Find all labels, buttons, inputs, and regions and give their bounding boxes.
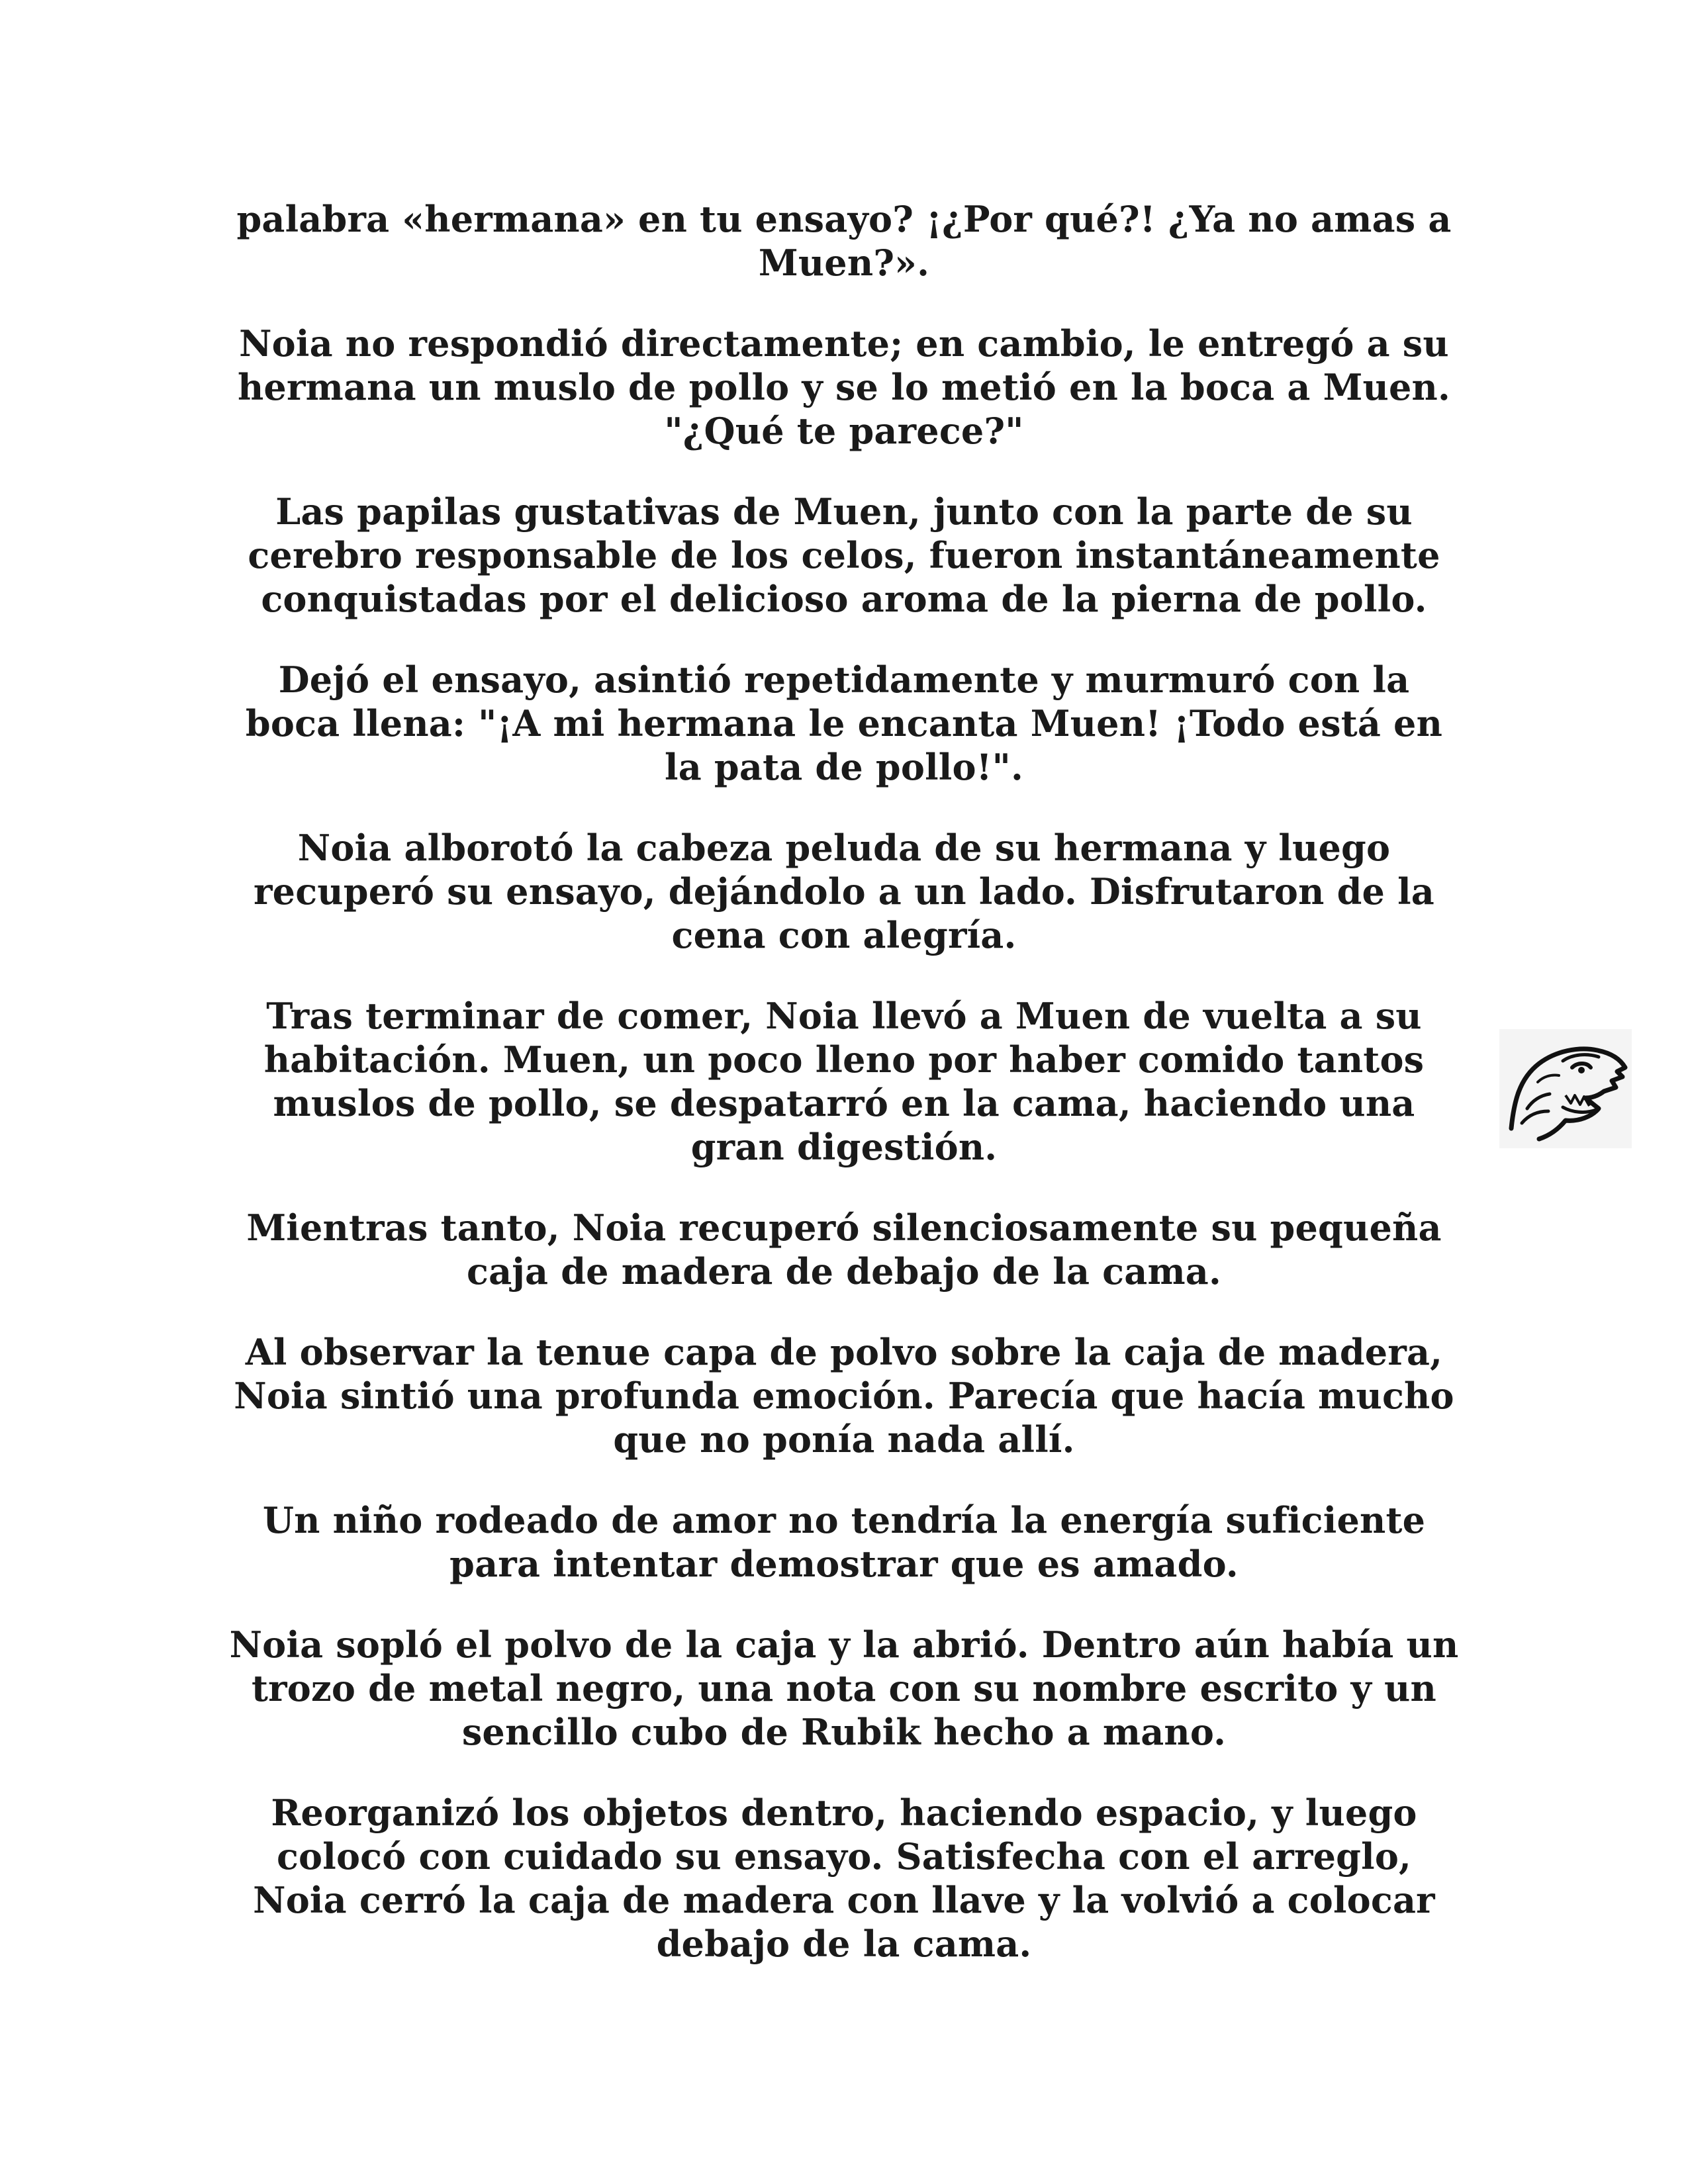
story-text — [228, 197, 1460, 2003]
paragraph-8: Al observar la tenue capa de polvo sobre la caja de madera, Noia sintió una profunda emoción. Parecía que hacía mucho que no ponía nada allí. — [234, 1331, 1454, 1461]
paragraph-9: Un niño rodeado de amor no tendría la energía suficiente para intentar demostrar que es amado. — [262, 1499, 1426, 1585]
paragraph-11: Reorganizó los objetos dentro, haciendo espacio, y luego colocó con cuidado su ensayo. Satisfecha con el arreglo, Noia cerró la caja de madera con llave y la volvió a colocar debajo de la cama. — [253, 1792, 1435, 1965]
paragraph-7: Mientras tanto, Noia recuperó silenciosamente su pequeña caja de madera de debajo de la cama. — [246, 1206, 1442, 1293]
paragraph-3: Las papilas gustativas de Muen, junto con la parte de su cerebro responsable de los celos, fueron instantáneamente conquistadas por el delicioso aroma de la pierna de pollo. — [248, 490, 1440, 620]
paragraph-1: palabra «hermana» en tu ensayo? ¡¿Por qué?! ¿Ya no amas a Muen?». — [236, 198, 1452, 284]
paragraph-2: Noia no respondió directamente; en cambio, le entregó a su hermana un muslo de pollo y se lo metió en la boca a Muen. "¿Qué te parece?" — [237, 322, 1451, 452]
paragraph-5: Noia alborotó la cabeza peluda de su hermana y luego recuperó su ensayo, dejándolo a un lado. Disfrutaron de la cena con alegría. — [253, 827, 1434, 956]
dinosaur-head-icon — [1499, 1029, 1632, 1148]
paragraph-10: Noia sopló el polvo de la caja y la abrió. Dentro aún había un trozo de metal negro, una nota con su nombre escrito y un sencillo cubo de Rubik hecho a mano. — [229, 1623, 1459, 1753]
paragraph-4: Dejó el ensayo, asintió repetidamente y murmuró con la boca llena: "¡A mi hermana le encanta Muen! ¡Todo está en la pata de pollo!". — [245, 659, 1443, 788]
paragraph-6: Tras terminar de comer, Noia llevó a Muen de vuelta a su habitación. Muen, un poco lleno por haber comido tantos muslos de pollo, se despatarró en la cama, haciendo una gran digestión. — [263, 995, 1425, 1168]
